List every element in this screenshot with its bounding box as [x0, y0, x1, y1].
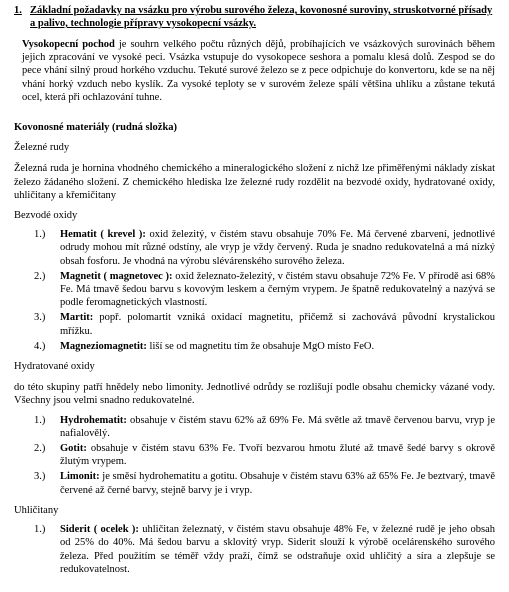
item-number: 1.) — [34, 229, 46, 241]
hydrated-oxides-list — [14, 414, 495, 497]
list-item — [34, 340, 495, 353]
carbonates-title: Uhličitany — [14, 504, 59, 516]
intro-term: Vysokopecní pochod — [22, 39, 115, 50]
document-heading — [14, 4, 495, 30]
item-number: 1.) — [34, 414, 46, 426]
item-term: Magnetit ( magnetovec ): — [60, 270, 173, 282]
item-number: 2.) — [34, 270, 46, 282]
item-body — [60, 270, 495, 310]
anhydrous-oxides-title: Bezvodé oxidy — [14, 210, 78, 222]
item-text: oxid železitý, v čistém stavu obsahuje 70% Fe. Má červené zbarvení, jednotlivé odrudy mohou mít různé odstíny, ale vryp je vždy červený. Ruda je snadno redukovatelná a má nízký obsah fosforu. Je vhodná na výrobu slévárenského surového železa. — [60, 229, 495, 267]
anhydrous-oxides-list — [14, 228, 495, 353]
item-body — [60, 311, 495, 337]
item-text: popř. polomartit vzniká oxidací magnetitu, přičemž si zachovává původní krystalickou mřížku. — [60, 312, 495, 337]
item-number: 1.) — [34, 524, 46, 536]
item-text: je směsí hydrohematitu a gotitu. Obsahuje v čistém stavu 63% až 65% Fe. Je beztvarý, tmavě červené až černé barvy, stejně barvy je i vryp. — [60, 471, 495, 496]
hydrated-oxides-paragraph: do této skupiny patří hnědely nebo limonity. Jednotlivé odrůdy se rozlišují podle obsahu chemicky vázané vody. Všechny jsou velmi snadno redukovatelné. — [14, 382, 495, 407]
iron-ores-title: Železné rudy — [14, 142, 70, 154]
item-body — [60, 523, 495, 576]
item-body — [60, 228, 495, 268]
heading-text: Základní požadavky na vsázku pro výrobu surového železa, kovonosné suroviny, struskotvorné přísady a palivo, technologie přípravy vysokopecní vsázky. — [30, 5, 493, 29]
item-text: liší se od magnetitu tím že obsahuje MgO místo FeO. — [146, 340, 375, 352]
item-text: oxid železnato-železitý, v čistém stavu obsahuje 72% Fe. V přírodě asi 68% Fe. Má tmavě šedou barvu s kovovým leskem a černým vrypem. Je špatně redukovatelný a nazývá se podle feromagnetických vlastností. — [60, 270, 495, 309]
item-body — [60, 340, 495, 353]
intro-paragraph — [22, 38, 495, 104]
list-item — [34, 228, 495, 268]
item-number: 2.) — [34, 443, 46, 455]
item-text: uhličitan železnatý, v čistém stavu obsahuje 48% Fe, v železné rudě je jeho obsah od 25% do 40%. Má šedou barvu a sklovitý vryp. Siderit slouží k výrobě ocelárenského surového železa. Před použitím se téměř vždy praží, čímž se odstraňuje oxid uhličitý a síra a zlepšuje se redukovatelnost. — [60, 524, 495, 575]
item-text: obsahuje v čistém stavu 63% Fe. Tvoří bezvarou hmotu žluté až tmavě šedé barvy s okrově žlutým vrypem. — [60, 443, 495, 468]
item-body — [60, 470, 495, 496]
list-item — [34, 311, 495, 337]
hydrated-oxides-title: Hydratované oxidy — [14, 361, 95, 373]
item-number: 3.) — [34, 312, 46, 324]
section-title: Kovonosné materiály (rudná složka) — [14, 122, 178, 134]
item-text: obsahuje v čistém stavu 62% až 69% Fe. Má světle až tmavě červenou barvu, vryp je nafialovělý. — [60, 414, 495, 439]
heading-number: 1. — [14, 5, 22, 16]
item-term: Limonit: — [60, 471, 100, 483]
carbonates-list — [14, 523, 495, 576]
item-term: Gotit: — [60, 443, 87, 455]
list-item — [34, 523, 495, 576]
item-term: Hematit ( krevel ): — [60, 229, 146, 241]
list-item — [34, 470, 495, 496]
item-term: Hydrohematit: — [60, 414, 127, 426]
item-body — [60, 442, 495, 468]
item-term: Siderit ( ocelek ): — [60, 524, 139, 536]
iron-ores-paragraph: Železná ruda je hornina vhodného chemického a mineralogického složení z nichž lze přiměřenými náklady získat železo žádaného složení. Z chemického hlediska lze železné rudy rozdělit na bezvodé oxidy, hydratované oxidy, uhličitany a křemičitany — [14, 163, 495, 201]
intro-text: je souhrn velkého počtu různých dějů, probíhajících ve vsázkových surovinách během jejich zpracování ve vysoké peci. Vsázka vstupuje do vysokopece seshora a pomalu klesá dolů. Zespod se do pece vhání silný proud horkého vzduchu. Tekuté surové železo se z pece odpichuje do konvertoru, kde se na něj vhání horký vzduch nebo kyslík. Za vysoké teploty se v surovém železe spálí většina uhlíku a zůstane tekutá ocel, která při ochlazování tuhne. — [22, 39, 495, 103]
item-term: Magneziomagnetit: — [60, 340, 147, 352]
item-term: Martit: — [60, 312, 94, 324]
item-body — [60, 414, 495, 440]
list-item — [34, 270, 495, 310]
item-number: 4.) — [34, 340, 46, 352]
list-item — [34, 414, 495, 440]
item-number: 3.) — [34, 471, 46, 483]
list-item — [34, 442, 495, 468]
